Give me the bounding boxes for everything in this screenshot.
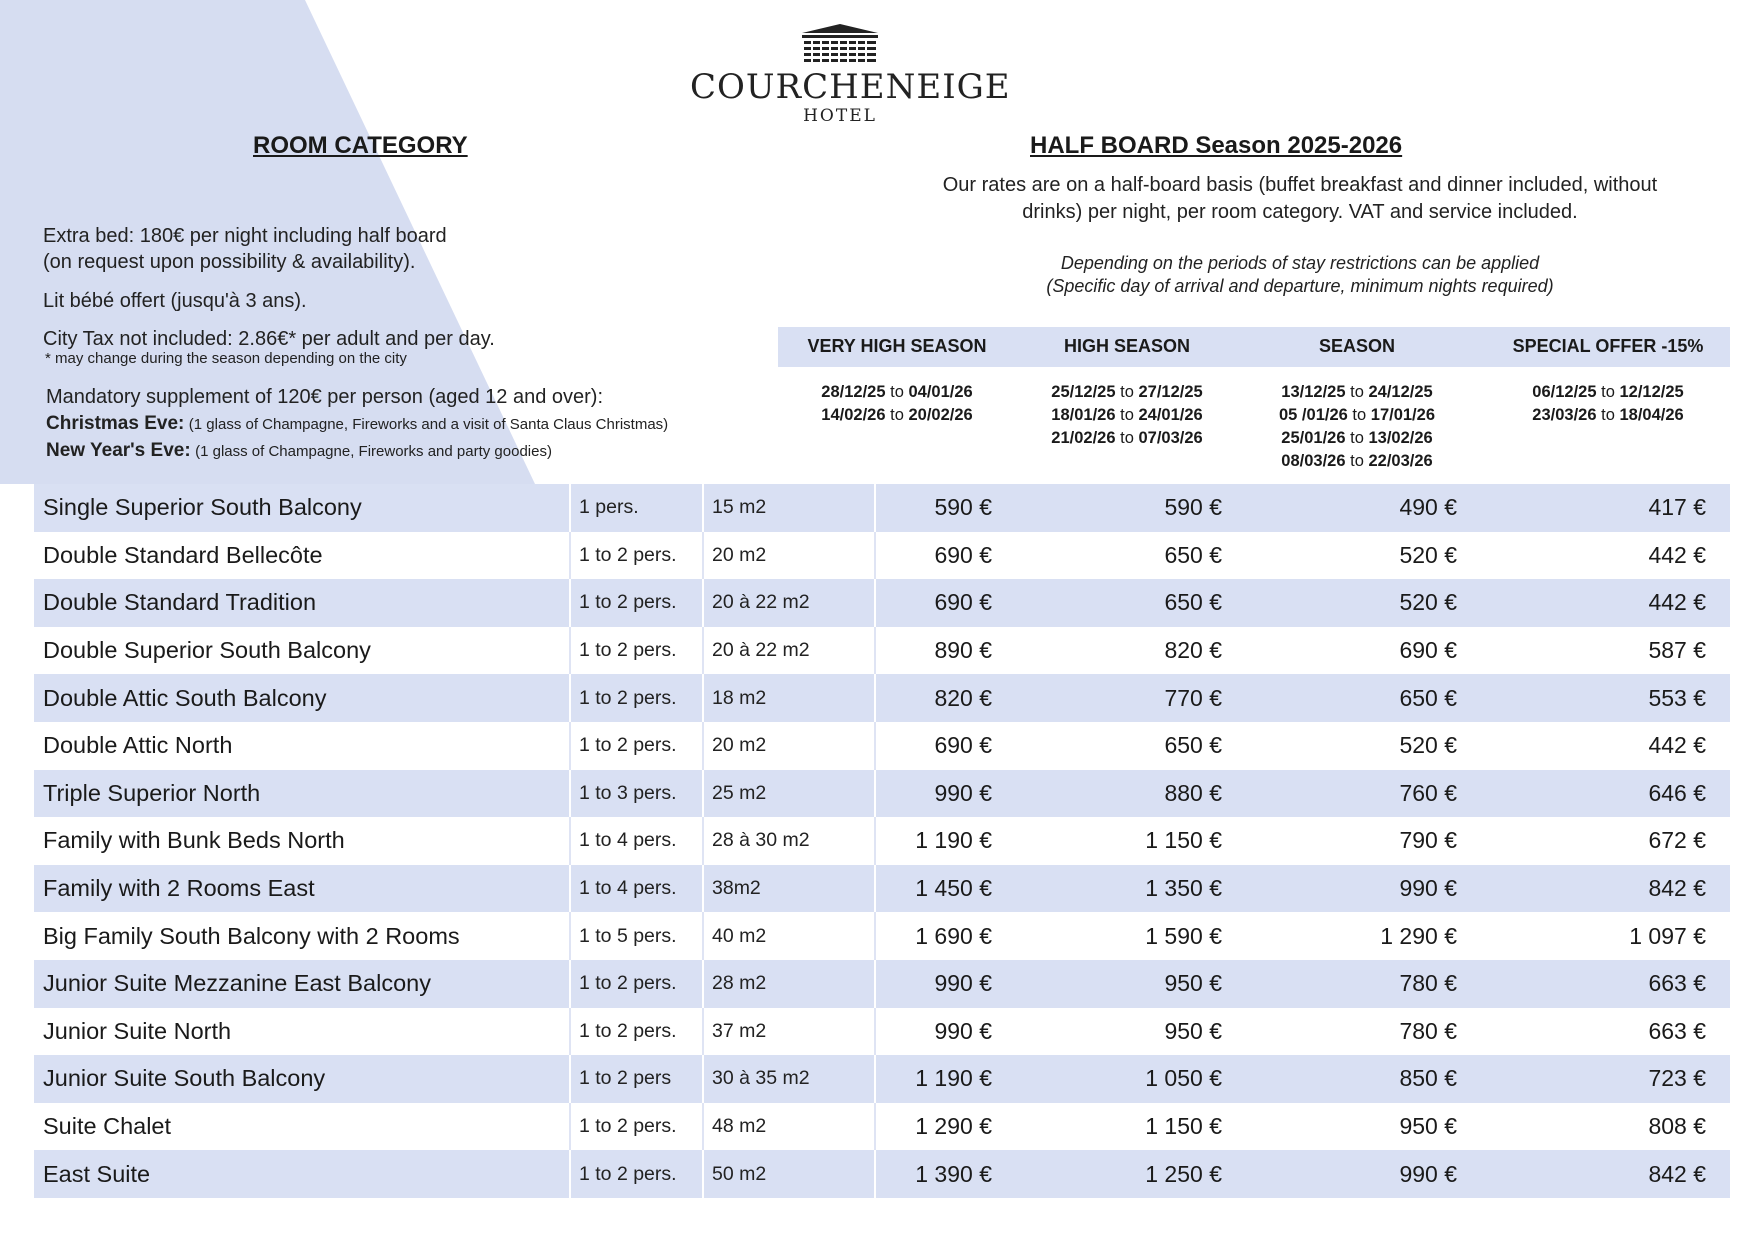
price-high-season: 1 150 € <box>1145 827 1222 854</box>
room-size: 20 m2 <box>712 734 767 757</box>
table-row <box>34 770 1730 818</box>
price-very-high-season: 1 190 € <box>915 827 992 854</box>
price-special-offer: 646 € <box>1648 779 1706 806</box>
table-row <box>34 1055 1730 1103</box>
room-name: Double Standard Tradition <box>43 589 317 616</box>
room-size: 20 à 22 m2 <box>712 639 810 662</box>
column-divider <box>569 1008 571 1056</box>
price-season: 520 € <box>1399 589 1457 616</box>
stay-restrictions <box>870 252 1730 298</box>
rates-intro-line-1: Our rates are on a half-board basis (buffet breakfast and dinner included, without <box>942 174 1658 196</box>
room-size: 15 m2 <box>712 496 767 519</box>
dates-special-offer <box>1478 381 1738 427</box>
dates-very-high <box>778 381 1016 427</box>
column-divider <box>569 532 571 580</box>
price-season: 490 € <box>1399 494 1457 521</box>
room-name: Family with Bunk Beds North <box>43 827 345 854</box>
price-season: 780 € <box>1399 1017 1457 1044</box>
price-high-season: 650 € <box>1164 589 1222 616</box>
price-very-high-season: 690 € <box>934 589 992 616</box>
room-name: Junior Suite Mezzanine East Balcony <box>43 970 431 997</box>
extra-bed-line-1: Extra bed: 180€ per night including half board <box>43 225 447 247</box>
price-very-high-season: 990 € <box>934 779 992 806</box>
column-divider <box>702 1055 704 1103</box>
table-row <box>34 865 1730 913</box>
price-special-offer: 442 € <box>1648 589 1706 616</box>
column-divider <box>702 770 704 818</box>
column-divider <box>569 674 571 722</box>
price-special-offer: 1 097 € <box>1629 922 1706 949</box>
table-row <box>34 912 1730 960</box>
table-row <box>34 1008 1730 1056</box>
price-very-high-season: 690 € <box>934 732 992 759</box>
room-name: East Suite <box>43 1160 151 1187</box>
price-special-offer: 842 € <box>1648 875 1706 902</box>
price-very-high-season: 890 € <box>934 637 992 664</box>
date-period: 25/12/25 to 27/12/25 <box>1051 383 1203 401</box>
price-special-offer: 663 € <box>1648 970 1706 997</box>
column-divider <box>569 770 571 818</box>
price-special-offer: 553 € <box>1648 684 1706 711</box>
column-divider <box>569 1150 571 1198</box>
price-high-season: 820 € <box>1164 637 1222 664</box>
price-very-high-season: 1 450 € <box>915 875 992 902</box>
room-occupancy: 1 to 5 pers. <box>579 924 677 947</box>
room-occupancy: 1 pers. <box>579 496 639 519</box>
column-divider <box>702 627 704 675</box>
season-label-very-high: VERY HIGH SEASON <box>807 336 987 356</box>
season-label-high: HIGH SEASON <box>1063 336 1191 356</box>
column-divider <box>569 1103 571 1151</box>
price-season: 780 € <box>1399 970 1457 997</box>
date-period: 23/03/26 to 18/04/26 <box>1532 406 1684 424</box>
room-occupancy: 1 to 2 pers. <box>579 591 677 614</box>
room-occupancy: 1 to 3 pers. <box>579 781 677 804</box>
room-size: 28 à 30 m2 <box>712 829 810 852</box>
price-season: 990 € <box>1399 875 1457 902</box>
mandatory-supplement: Mandatory supplement of 120€ per person (aged 12 and over): <box>46 386 604 408</box>
price-special-offer: 417 € <box>1648 494 1706 521</box>
room-name: Junior Suite South Balcony <box>43 1065 326 1092</box>
price-very-high-season: 1 690 € <box>915 922 992 949</box>
room-occupancy: 1 to 2 pers. <box>579 686 677 709</box>
rates-intro <box>870 172 1730 226</box>
new-years-eve-note <box>46 440 552 462</box>
price-special-offer: 723 € <box>1648 1065 1706 1092</box>
column-divider <box>569 865 571 913</box>
price-high-season: 1 050 € <box>1145 1065 1222 1092</box>
price-high-season: 770 € <box>1164 684 1222 711</box>
room-occupancy: 1 to 2 pers. <box>579 1115 677 1138</box>
room-occupancy: 1 to 2 pers. <box>579 1162 677 1185</box>
room-size: 48 m2 <box>712 1115 767 1138</box>
room-name: Triple Superior North <box>43 779 261 806</box>
room-size: 28 m2 <box>712 972 767 995</box>
column-divider <box>569 484 571 532</box>
room-occupancy: 1 to 2 pers. <box>579 1019 677 1042</box>
column-divider <box>702 1008 704 1056</box>
room-size: 25 m2 <box>712 781 767 804</box>
room-name: Double Standard Bellecôte <box>43 541 323 568</box>
new-years-eve-label: New Year's Eve: <box>46 440 191 461</box>
column-divider <box>569 1055 571 1103</box>
table-row <box>34 532 1730 580</box>
price-high-season: 1 350 € <box>1145 875 1222 902</box>
column-divider <box>702 674 704 722</box>
table-row <box>34 1150 1730 1198</box>
price-very-high-season: 1 290 € <box>915 1113 992 1140</box>
price-special-offer: 442 € <box>1648 732 1706 759</box>
column-divider <box>569 722 571 770</box>
price-season: 520 € <box>1399 541 1457 568</box>
table-row <box>34 960 1730 1008</box>
price-season: 790 € <box>1399 827 1457 854</box>
room-name: Double Attic North <box>43 732 233 759</box>
date-period: 28/12/25 to 04/01/26 <box>821 383 973 401</box>
building-icon <box>798 24 882 66</box>
room-occupancy: 1 to 2 pers <box>579 1067 672 1090</box>
room-size: 38m2 <box>712 877 761 900</box>
room-size: 20 à 22 m2 <box>712 591 810 614</box>
column-divider <box>702 1150 704 1198</box>
price-very-high-season: 1 390 € <box>915 1160 992 1187</box>
price-high-season: 1 150 € <box>1145 1113 1222 1140</box>
room-occupancy: 1 to 2 pers. <box>579 734 677 757</box>
date-period: 06/12/25 to 12/12/25 <box>1532 383 1684 401</box>
price-high-season: 950 € <box>1164 1017 1222 1044</box>
christmas-eve-detail: (1 glass of Champagne, Fireworks and a visit of Santa Claus Christmas) <box>188 416 669 433</box>
price-high-season: 1 590 € <box>1145 922 1222 949</box>
half-board-heading: HALF BOARD Season 2025-2026 <box>1030 132 1403 159</box>
price-season: 520 € <box>1399 732 1457 759</box>
extra-bed-line-2: (on request upon possibility & availability). <box>43 251 416 273</box>
price-season: 950 € <box>1399 1113 1457 1140</box>
room-occupancy: 1 to 2 pers. <box>579 639 677 662</box>
room-size: 18 m2 <box>712 686 767 709</box>
table-row <box>34 722 1730 770</box>
season-label-season: SEASON <box>1318 336 1396 356</box>
price-season: 1 290 € <box>1380 922 1457 949</box>
christmas-eve-note <box>46 413 668 435</box>
table-row <box>34 817 1730 865</box>
stay-restrictions-line-1: Depending on the periods of stay restrictions can be applied <box>1060 253 1540 273</box>
room-size: 40 m2 <box>712 924 767 947</box>
column-divider <box>569 579 571 627</box>
price-season: 990 € <box>1399 1160 1457 1187</box>
date-period: 13/12/25 to 24/12/25 <box>1281 383 1433 401</box>
room-name: Junior Suite North <box>43 1017 232 1044</box>
room-name: Double Attic South Balcony <box>43 684 327 711</box>
table-row <box>34 627 1730 675</box>
column-divider <box>702 912 704 960</box>
room-name: Suite Chalet <box>43 1113 172 1140</box>
column-divider <box>702 865 704 913</box>
price-high-season: 650 € <box>1164 541 1222 568</box>
room-occupancy: 1 to 2 pers. <box>579 972 677 995</box>
price-special-offer: 842 € <box>1648 1160 1706 1187</box>
column-divider <box>702 960 704 1008</box>
room-occupancy: 1 to 2 pers. <box>579 543 677 566</box>
date-period: 21/02/26 to 07/03/26 <box>1051 429 1203 447</box>
dates-season <box>1238 381 1476 473</box>
price-special-offer: 663 € <box>1648 1017 1706 1044</box>
column-divider <box>702 722 704 770</box>
price-high-season: 880 € <box>1164 779 1222 806</box>
season-label-special-offer: SPECIAL OFFER -15% <box>1512 336 1704 356</box>
price-season: 690 € <box>1399 637 1457 664</box>
baby-bed-note: Lit bébé offert (jusqu'à 3 ans). <box>43 290 307 312</box>
stay-restrictions-line-2: (Specific day of arrival and departure, minimum nights required) <box>1046 276 1554 296</box>
column-divider <box>569 627 571 675</box>
price-very-high-season: 820 € <box>934 684 992 711</box>
column-divider <box>702 579 704 627</box>
extra-bed-note <box>43 223 447 275</box>
price-very-high-season: 990 € <box>934 1017 992 1044</box>
column-divider <box>702 484 704 532</box>
column-divider <box>702 1103 704 1151</box>
column-divider <box>702 532 704 580</box>
column-divider <box>569 912 571 960</box>
new-years-eve-detail: (1 glass of Champagne, Fireworks and party goodies) <box>195 443 552 460</box>
date-period: 18/01/26 to 24/01/26 <box>1051 406 1203 424</box>
room-size: 50 m2 <box>712 1162 767 1185</box>
room-category-heading: ROOM CATEGORY <box>253 132 468 159</box>
logo-subtitle: HOTEL <box>803 106 877 126</box>
price-very-high-season: 990 € <box>934 970 992 997</box>
date-period: 08/03/26 to 22/03/26 <box>1281 452 1433 470</box>
city-tax-footnote: * may change during the season depending on the city <box>45 350 407 367</box>
price-high-season: 650 € <box>1164 732 1222 759</box>
table-row <box>34 484 1730 532</box>
column-divider <box>569 960 571 1008</box>
rates-table <box>34 484 1730 1198</box>
table-row <box>34 1103 1730 1151</box>
price-high-season: 590 € <box>1164 494 1222 521</box>
price-special-offer: 808 € <box>1648 1113 1706 1140</box>
column-divider <box>702 817 704 865</box>
room-name: Single Superior South Balcony <box>43 494 362 521</box>
price-very-high-season: 590 € <box>934 494 992 521</box>
room-name: Big Family South Balcony with 2 Rooms <box>43 922 460 949</box>
city-tax-note: City Tax not included: 2.86€* per adult and per day. <box>43 328 495 350</box>
christmas-eve-label: Christmas Eve: <box>46 413 185 434</box>
room-size: 30 à 35 m2 <box>712 1067 810 1090</box>
room-name: Family with 2 Rooms East <box>43 875 315 902</box>
rates-intro-line-2: drinks) per night, per room category. VAT and service included. <box>1022 201 1578 223</box>
date-period: 25/01/26 to 13/02/26 <box>1281 429 1433 447</box>
price-very-high-season: 690 € <box>934 541 992 568</box>
price-very-high-season: 1 190 € <box>915 1065 992 1092</box>
dates-high <box>1008 381 1246 450</box>
room-size: 20 m2 <box>712 543 767 566</box>
room-occupancy: 1 to 4 pers. <box>579 829 677 852</box>
price-special-offer: 672 € <box>1648 827 1706 854</box>
table-row <box>34 674 1730 722</box>
table-row <box>34 579 1730 627</box>
price-season: 760 € <box>1399 779 1457 806</box>
date-period: 05 /01/26 to 17/01/26 <box>1279 406 1435 424</box>
price-special-offer: 587 € <box>1648 637 1706 664</box>
price-season: 850 € <box>1399 1065 1457 1092</box>
room-name: Double Superior South Balcony <box>43 637 371 664</box>
hotel-logo <box>690 24 1011 134</box>
logo-name: COURCHENEIGE <box>690 67 1011 107</box>
price-special-offer: 442 € <box>1648 541 1706 568</box>
room-size: 37 m2 <box>712 1019 767 1042</box>
price-high-season: 950 € <box>1164 970 1222 997</box>
room-occupancy: 1 to 4 pers. <box>579 877 677 900</box>
date-period: 14/02/26 to 20/02/26 <box>821 406 973 424</box>
price-high-season: 1 250 € <box>1145 1160 1222 1187</box>
column-divider <box>569 817 571 865</box>
price-season: 650 € <box>1399 684 1457 711</box>
